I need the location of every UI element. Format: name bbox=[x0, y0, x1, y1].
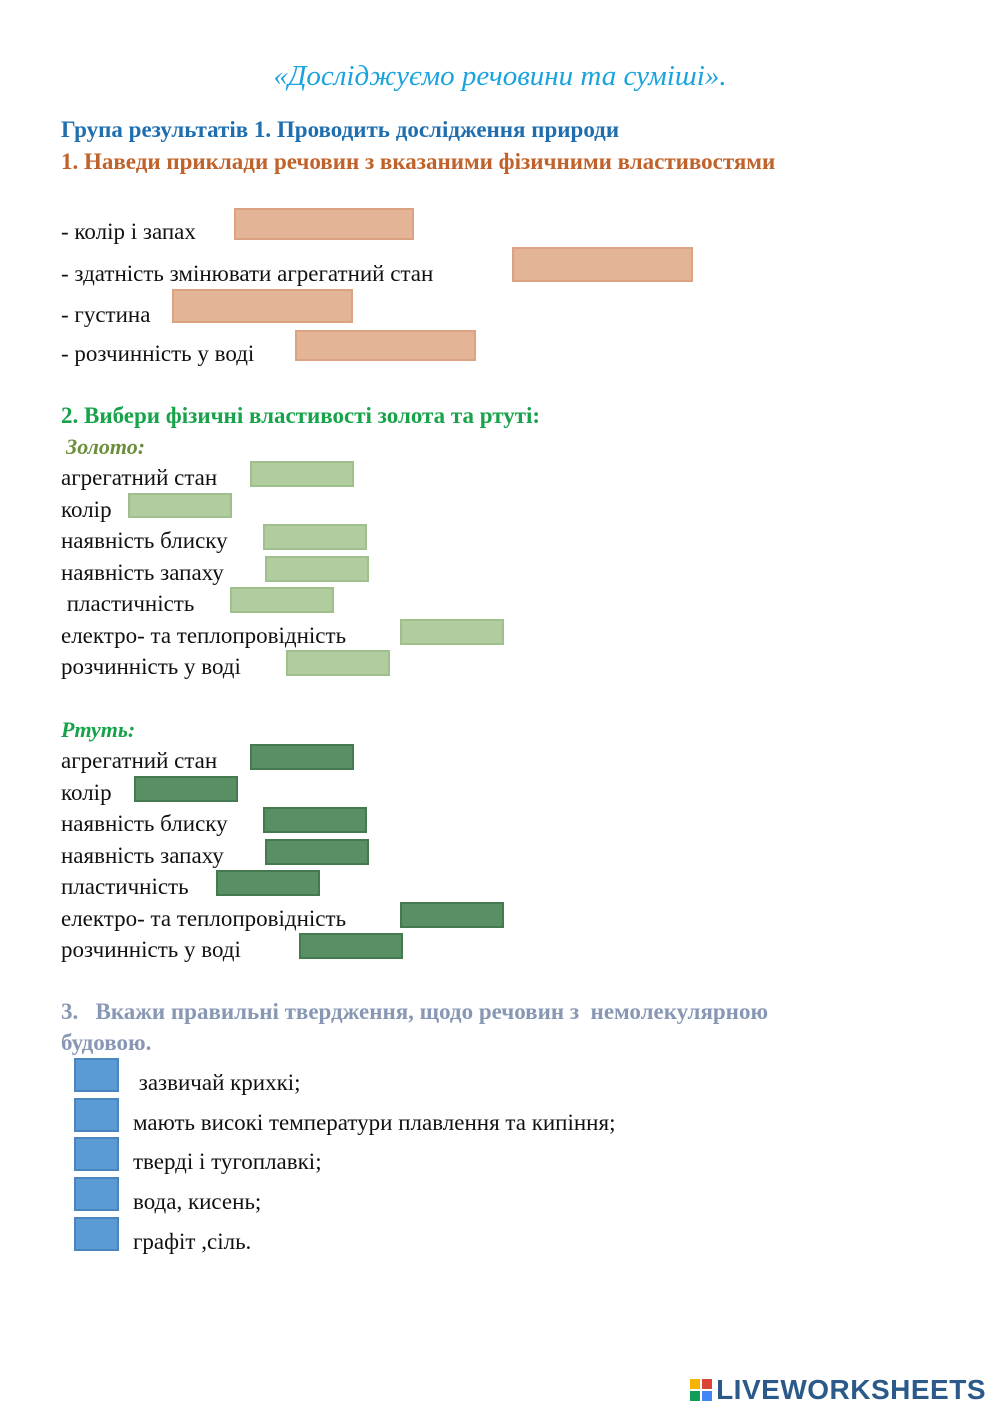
q1-label-density: - густина bbox=[61, 302, 151, 327]
gold-label-luster: наявність блиску bbox=[61, 528, 228, 553]
mercury-answer-conductivity[interactable] bbox=[400, 902, 504, 928]
gold-answer-plasticity[interactable] bbox=[230, 587, 334, 613]
mercury-label-luster: наявність блиску bbox=[61, 811, 228, 836]
gold-label-smell: наявність запаху bbox=[61, 560, 224, 585]
q3-option-5: графіт ,сіль. bbox=[133, 1229, 252, 1254]
gold-answer-conductivity[interactable] bbox=[400, 619, 504, 645]
worksheet-title: «Досліджуємо речовини та суміші». bbox=[273, 60, 727, 92]
mercury-label-color: колір bbox=[61, 780, 112, 805]
gold-label: Золото: bbox=[66, 434, 146, 459]
q3-option-4: вода, кисень; bbox=[133, 1189, 262, 1214]
q3-checkbox-5[interactable] bbox=[74, 1217, 119, 1251]
gold-label-color: колір bbox=[61, 497, 112, 522]
mercury-answer-plasticity[interactable] bbox=[216, 870, 320, 896]
mercury-label-plasticity: пластичність bbox=[61, 874, 189, 899]
mercury-label-conductivity: електро- та теплопровідність bbox=[61, 906, 347, 931]
mercury-answer-color[interactable] bbox=[134, 776, 238, 802]
mercury-label: Ртуть: bbox=[61, 717, 136, 742]
gold-label-state: агрегатний стан bbox=[61, 465, 218, 490]
gold-answer-smell[interactable] bbox=[265, 556, 369, 582]
gold-answer-color[interactable] bbox=[128, 493, 232, 518]
q1-answer-density[interactable] bbox=[172, 289, 353, 323]
gold-answer-state[interactable] bbox=[250, 461, 354, 487]
mercury-label-state: агрегатний стан bbox=[61, 748, 218, 773]
gold-label-conductivity: електро- та теплопровідність bbox=[61, 623, 347, 648]
liveworksheets-logo-text: LIVEWORKSHEETS bbox=[716, 1374, 986, 1405]
q3-checkbox-4[interactable] bbox=[74, 1177, 119, 1211]
mercury-answer-luster[interactable] bbox=[263, 807, 367, 833]
q3-option-1: зазвичай крихкі; bbox=[133, 1070, 301, 1095]
liveworksheets-logo-icon bbox=[690, 1379, 712, 1401]
q2-heading: 2. Вибери фізичні властивості золота та ртуті: bbox=[61, 403, 541, 428]
q1-label-state-change: - здатність змінювати агрегатний стан bbox=[61, 261, 434, 286]
q1-answer-color-smell[interactable] bbox=[234, 208, 414, 240]
gold-answer-solubility[interactable] bbox=[286, 650, 390, 676]
liveworksheets-logo bbox=[690, 1374, 986, 1406]
mercury-answer-state[interactable] bbox=[250, 744, 354, 770]
mercury-answer-solubility[interactable] bbox=[299, 933, 403, 959]
q1-answer-state-change[interactable] bbox=[512, 247, 693, 282]
q3-option-2: мають високі температури плавлення та кипіння; bbox=[133, 1110, 616, 1135]
mercury-answer-smell[interactable] bbox=[265, 839, 369, 865]
q3-checkbox-1[interactable] bbox=[74, 1058, 119, 1092]
q1-label-color-smell: - колір і запах bbox=[61, 219, 196, 244]
q3-option-3: тверді і тугоплавкі; bbox=[133, 1149, 322, 1174]
q3-heading-line1: 3. Вкажи правильні твердження, щодо речовин з немолекулярною bbox=[61, 999, 769, 1024]
q1-heading: 1. Наведи приклади речовин з вказаними фізичними властивостями bbox=[61, 149, 776, 174]
q1-answer-solubility[interactable] bbox=[295, 330, 476, 361]
q3-checkbox-3[interactable] bbox=[74, 1137, 119, 1171]
group-heading: Група результатів 1. Проводить дослідження природи bbox=[61, 117, 620, 142]
gold-label-plasticity: пластичність bbox=[61, 591, 195, 616]
q3-heading-line2: будовою. bbox=[61, 1030, 152, 1055]
q1-label-solubility: - розчинність у воді bbox=[61, 341, 255, 366]
gold-label-solubility: розчинність у воді bbox=[61, 654, 241, 679]
mercury-label-solubility: розчинність у воді bbox=[61, 937, 241, 962]
gold-answer-luster[interactable] bbox=[263, 524, 367, 550]
mercury-label-smell: наявність запаху bbox=[61, 843, 224, 868]
q3-checkbox-2[interactable] bbox=[74, 1098, 119, 1132]
